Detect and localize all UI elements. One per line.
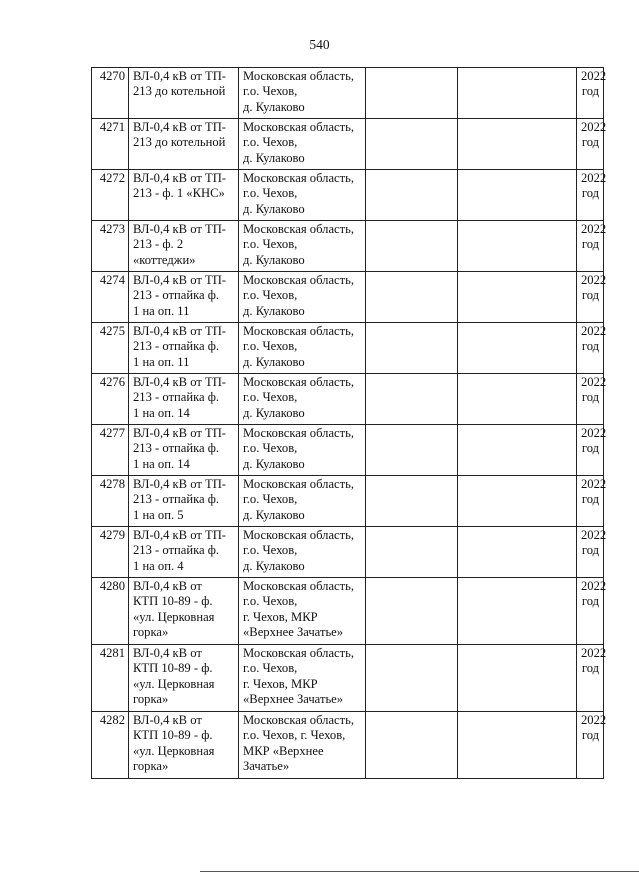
table-row — [92, 170, 604, 221]
object-name-line: ВЛ-0,4 кВ от ТП- — [133, 426, 226, 440]
address-line: г.о. Чехов, — [243, 441, 298, 456]
year-cell — [577, 425, 607, 476]
empty-cell — [366, 578, 458, 645]
address-line: МКР «Верхнее — [243, 743, 324, 758]
empty-cell — [458, 170, 577, 221]
table-row — [92, 645, 604, 712]
year-line: 2022 — [581, 69, 607, 83]
year-cell — [577, 645, 607, 712]
address-line: г.о. Чехов, — [243, 543, 298, 558]
address-line: д. Кулаково — [243, 354, 305, 369]
address-line: Московская область, — [243, 69, 355, 83]
address-line: д. Кулаково — [243, 99, 305, 114]
year-line: 2022 — [581, 120, 607, 134]
address-cell — [239, 272, 366, 323]
empty-cell — [366, 425, 458, 476]
empty-cell — [366, 272, 458, 323]
year-line: год — [581, 288, 600, 303]
registry-table — [91, 67, 607, 779]
row-number-cell: 4281 — [92, 645, 129, 712]
year-cell — [577, 578, 607, 645]
year-line: 2022 — [581, 375, 607, 389]
object-name-cell — [129, 645, 239, 712]
empty-cell — [366, 221, 458, 272]
address-line: г.о. Чехов, — [243, 288, 298, 303]
row-number-cell: 4279 — [92, 527, 129, 578]
empty-cell — [458, 527, 577, 578]
address-line: г.о. Чехов, — [243, 661, 298, 676]
object-name-line: горка» — [133, 759, 169, 774]
object-name-cell — [129, 476, 239, 527]
row-number-cell: 4277 — [92, 425, 129, 476]
empty-cell — [458, 645, 577, 712]
year-line: год — [581, 339, 600, 354]
object-name-line: ВЛ-0,4 кВ от — [133, 579, 202, 593]
row-number-cell: 4274 — [92, 272, 129, 323]
address-line: «Верхнее Зачатье» — [243, 625, 344, 640]
object-name-line: ВЛ-0,4 кВ от ТП- — [133, 222, 226, 236]
object-name-line: 213 - отпайка ф. — [133, 543, 220, 558]
year-cell — [577, 323, 607, 374]
address-line: д. Кулаково — [243, 405, 305, 420]
address-line: Московская область, — [243, 477, 355, 491]
address-line: г.о. Чехов, — [243, 339, 298, 354]
year-cell — [577, 374, 607, 425]
year-line: год — [581, 390, 600, 405]
object-name-line: 1 на оп. 14 — [133, 456, 190, 471]
year-line: 2022 — [581, 579, 607, 593]
object-name-cell — [129, 221, 239, 272]
row-number-cell: 4276 — [92, 374, 129, 425]
row-number-cell: 4272 — [92, 170, 129, 221]
year-line: 2022 — [581, 222, 607, 236]
address-line: Московская область, — [243, 713, 355, 727]
year-cell — [577, 476, 607, 527]
object-name-line: КТП 10-89 - ф. — [133, 728, 213, 743]
object-name-line: ВЛ-0,4 кВ от ТП- — [133, 273, 226, 287]
address-line: Московская область, — [243, 579, 355, 593]
table-row — [92, 272, 604, 323]
year-line: 2022 — [581, 646, 607, 660]
object-name-line: 1 на оп. 11 — [133, 354, 190, 369]
address-cell — [239, 476, 366, 527]
table-row — [92, 712, 604, 779]
object-name-line: ВЛ-0,4 кВ от ТП- — [133, 69, 226, 83]
address-line: г. Чехов, МКР — [243, 609, 318, 624]
address-line: г.о. Чехов, — [243, 135, 298, 150]
address-line: г.о. Чехов, — [243, 186, 298, 201]
object-name-cell — [129, 170, 239, 221]
object-name-line: 1 на оп. 5 — [133, 507, 184, 522]
address-line: д. Кулаково — [243, 558, 305, 573]
object-name-line: 213 до котельной — [133, 135, 226, 150]
address-line: Московская область, — [243, 222, 355, 236]
object-name-cell — [129, 68, 239, 119]
object-name-line: ВЛ-0,4 кВ от — [133, 713, 202, 727]
address-cell — [239, 119, 366, 170]
empty-cell — [458, 476, 577, 527]
year-cell — [577, 221, 607, 272]
year-line: год — [581, 441, 600, 456]
object-name-line: горка» — [133, 625, 169, 640]
object-name-line: 213 - ф. 1 «КНС» — [133, 186, 225, 201]
year-line: 2022 — [581, 171, 607, 185]
address-line: д. Кулаково — [243, 150, 305, 165]
year-line: год — [581, 237, 600, 252]
object-name-line: ВЛ-0,4 кВ от — [133, 646, 202, 660]
address-line: г.о. Чехов, — [243, 594, 298, 609]
object-name-line: «ул. Церковная — [133, 676, 215, 691]
row-number-cell: 4280 — [92, 578, 129, 645]
year-line: 2022 — [581, 713, 607, 727]
address-line: Московская область, — [243, 273, 355, 287]
address-line: г. Чехов, МКР — [243, 676, 318, 691]
address-line: Московская область, — [243, 120, 355, 134]
object-name-line: КТП 10-89 - ф. — [133, 594, 213, 609]
object-name-line: 213 - отпайка ф. — [133, 288, 220, 303]
object-name-line: «коттеджи» — [133, 252, 196, 267]
empty-cell — [366, 68, 458, 119]
table-row — [92, 527, 604, 578]
empty-cell — [458, 578, 577, 645]
address-line: Московская область, — [243, 426, 355, 440]
object-name-cell — [129, 527, 239, 578]
object-name-line: 213 - отпайка ф. — [133, 441, 220, 456]
object-name-cell — [129, 323, 239, 374]
object-name-cell — [129, 374, 239, 425]
empty-cell — [366, 119, 458, 170]
empty-cell — [458, 374, 577, 425]
object-name-cell — [129, 272, 239, 323]
object-name-line: КТП 10-89 - ф. — [133, 661, 213, 676]
year-line: год — [581, 186, 600, 201]
object-name-cell — [129, 425, 239, 476]
address-cell — [239, 425, 366, 476]
table-row — [92, 221, 604, 272]
year-cell — [577, 170, 607, 221]
address-line: д. Кулаково — [243, 252, 305, 267]
year-line: год — [581, 661, 600, 676]
object-name-line: ВЛ-0,4 кВ от ТП- — [133, 120, 226, 134]
table-row — [92, 68, 604, 119]
object-name-line: ВЛ-0,4 кВ от ТП- — [133, 324, 226, 338]
row-number-cell: 4275 — [92, 323, 129, 374]
row-number-cell: 4273 — [92, 221, 129, 272]
address-line: г.о. Чехов, — [243, 237, 298, 252]
object-name-line: ВЛ-0,4 кВ от ТП- — [133, 477, 226, 491]
object-name-line: горка» — [133, 692, 169, 707]
year-line: год — [581, 135, 600, 150]
object-name-line: 213 - отпайка ф. — [133, 390, 220, 405]
registry-table-body — [92, 68, 607, 779]
table-row — [92, 374, 604, 425]
address-line: г.о. Чехов, — [243, 492, 298, 507]
object-name-cell — [129, 119, 239, 170]
address-cell — [239, 221, 366, 272]
object-name-line: 1 на оп. 14 — [133, 405, 190, 420]
address-line: Московская область, — [243, 646, 355, 660]
address-cell — [239, 170, 366, 221]
year-line: 2022 — [581, 477, 607, 491]
address-line: Московская область, — [243, 171, 355, 185]
address-cell — [239, 68, 366, 119]
empty-cell — [366, 170, 458, 221]
table-row — [92, 323, 604, 374]
object-name-line: ВЛ-0,4 кВ от ТП- — [133, 528, 226, 542]
footer-rule — [200, 871, 639, 872]
row-number-cell: 4271 — [92, 119, 129, 170]
empty-cell — [458, 323, 577, 374]
object-name-line: 1 на оп. 4 — [133, 558, 184, 573]
address-line: д. Кулаково — [243, 456, 305, 471]
address-line: г.о. Чехов, г. Чехов, — [243, 728, 346, 743]
object-name-line: 213 - отпайка ф. — [133, 492, 220, 507]
empty-cell — [458, 425, 577, 476]
row-number-cell: 4282 — [92, 712, 129, 779]
year-cell — [577, 119, 607, 170]
page-number: 540 — [309, 37, 330, 52]
address-cell — [239, 712, 366, 779]
row-number-cell: 4278 — [92, 476, 129, 527]
empty-cell — [366, 645, 458, 712]
object-name-line: «ул. Церковная — [133, 743, 215, 758]
object-name-line: ВЛ-0,4 кВ от ТП- — [133, 375, 226, 389]
year-line: год — [581, 728, 600, 743]
object-name-line: 213 - отпайка ф. — [133, 339, 220, 354]
object-name-line: 213 до котельной — [133, 84, 226, 99]
address-line: д. Кулаково — [243, 507, 305, 522]
year-line: 2022 — [581, 324, 607, 338]
address-line: Московская область, — [243, 528, 355, 542]
year-line: год — [581, 492, 600, 507]
address-line: Московская область, — [243, 375, 355, 389]
address-cell — [239, 527, 366, 578]
address-line: д. Кулаково — [243, 303, 305, 318]
address-line: Московская область, — [243, 324, 355, 338]
object-name-line: 213 - ф. 2 — [133, 237, 184, 252]
object-name-line: 1 на оп. 11 — [133, 303, 190, 318]
year-cell — [577, 68, 607, 119]
address-line: д. Кулаково — [243, 201, 305, 216]
address-cell — [239, 645, 366, 712]
year-cell — [577, 527, 607, 578]
year-line: 2022 — [581, 528, 607, 542]
object-name-cell — [129, 578, 239, 645]
address-line: Зачатье» — [243, 759, 290, 774]
year-line: год — [581, 594, 600, 609]
empty-cell — [366, 476, 458, 527]
address-cell — [239, 578, 366, 645]
address-cell — [239, 323, 366, 374]
empty-cell — [458, 119, 577, 170]
object-name-line: ВЛ-0,4 кВ от ТП- — [133, 171, 226, 185]
empty-cell — [458, 712, 577, 779]
year-cell — [577, 272, 607, 323]
empty-cell — [366, 527, 458, 578]
year-line: год — [581, 543, 600, 558]
year-cell — [577, 712, 607, 779]
empty-cell — [366, 374, 458, 425]
row-number-cell: 4270 — [92, 68, 129, 119]
table-row — [92, 476, 604, 527]
empty-cell — [458, 221, 577, 272]
address-line: «Верхнее Зачатье» — [243, 692, 344, 707]
address-line: г.о. Чехов, — [243, 390, 298, 405]
empty-cell — [366, 323, 458, 374]
year-line: 2022 — [581, 273, 607, 287]
table-row — [92, 425, 604, 476]
year-line: год — [581, 84, 600, 99]
object-name-line: «ул. Церковная — [133, 609, 215, 624]
address-cell — [239, 374, 366, 425]
empty-cell — [458, 272, 577, 323]
table-row — [92, 119, 604, 170]
empty-cell — [366, 712, 458, 779]
year-line: 2022 — [581, 426, 607, 440]
table-row — [92, 578, 604, 645]
object-name-cell — [129, 712, 239, 779]
address-line: г.о. Чехов, — [243, 84, 298, 99]
empty-cell — [458, 68, 577, 119]
